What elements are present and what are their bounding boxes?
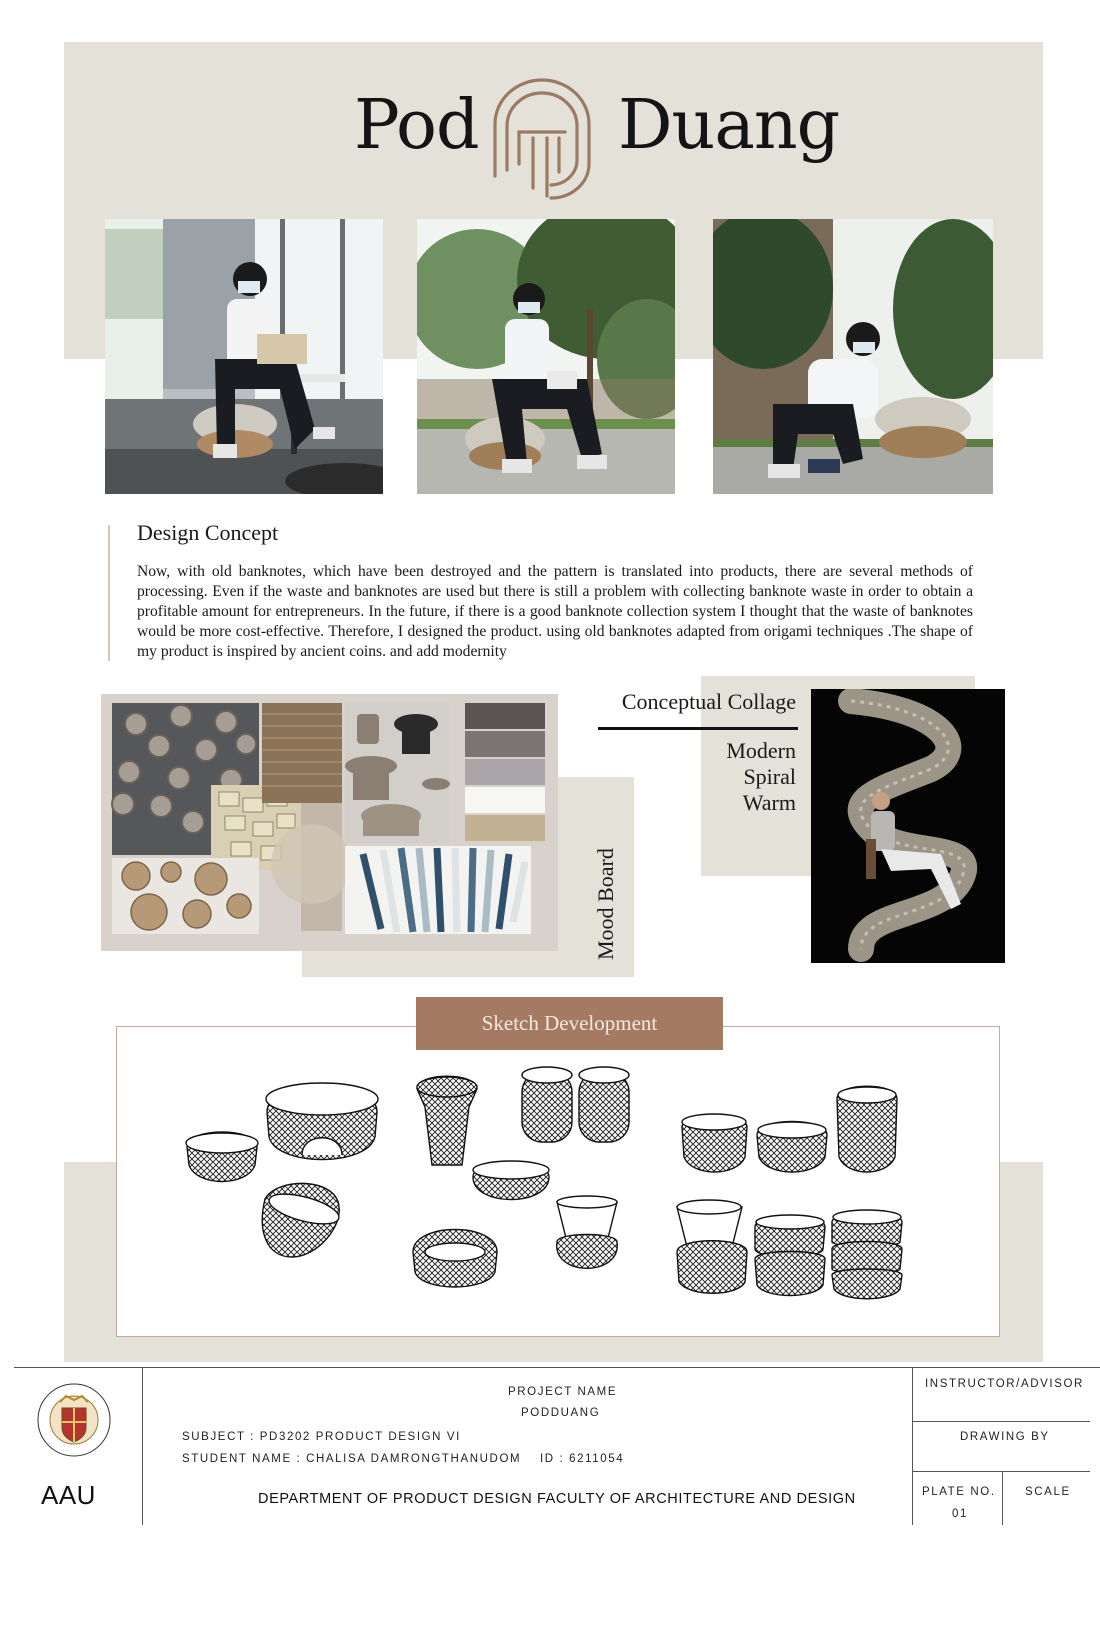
department-text: DEPARTMENT OF PRODUCT DESIGN FACULTY OF ARCHITECTURE AND DESIGN <box>258 1491 856 1507</box>
instructor-advisor-label: INSTRUCTOR/ADVISOR <box>925 1378 1084 1390</box>
sketch-frame <box>116 1026 1000 1337</box>
concept-accent-bar <box>108 525 110 661</box>
photo-outdoor-reading <box>417 219 675 494</box>
color-swatch <box>465 703 545 729</box>
scale-label: SCALE <box>1025 1486 1071 1498</box>
footer-divider-left <box>142 1367 143 1525</box>
plate-no-label: PLATE NO. <box>922 1486 996 1498</box>
keyword-warm: Warm <box>742 790 796 815</box>
color-swatch <box>465 787 545 813</box>
color-swatch <box>465 731 545 757</box>
color-swatch <box>465 759 545 785</box>
footer-divider-scale <box>1002 1471 1003 1525</box>
concept-title: Design Concept <box>137 520 279 545</box>
title-pod: Pod <box>354 86 479 165</box>
footer-rule-advisor <box>912 1421 1090 1422</box>
sketch-development-title: Sketch Development <box>416 997 723 1050</box>
photo-indoor-reading <box>105 219 383 494</box>
plate-no-value: 01 <box>952 1508 968 1520</box>
collage-keywords <box>650 738 796 816</box>
title-duang: Duang <box>618 86 840 165</box>
collage-image <box>811 689 1005 963</box>
project-name-label: PROJECT NAME <box>508 1386 618 1398</box>
concept-body: Now, with old banknotes, which have been destroyed and the pattern is translated into products, there are several methods of processing. Even if the waste and banknotes are used but there is still a problem with collecting banknote waste in order to obtain a profitable amount for entrepreneurs. In the future, if there is a good banknote collection system I thought that the waste of banknotes would be more cost-effective. Therefore, I designed the product. using old banknotes adapted from origami techniques .The shape of my product is inspired by ancient coins. and add modernity <box>137 563 973 660</box>
student-name-text: STUDENT NAME : CHALISA DAMRONGTHANUDOM <box>182 1453 522 1465</box>
subject-text: SUBJECT : PD3202 PRODUCT DESIGN VI <box>182 1431 461 1443</box>
footer-rule-drawing <box>912 1471 1090 1472</box>
university-seal-icon <box>36 1382 112 1458</box>
pod-duang-logo-icon <box>487 76 597 200</box>
mood-board-label: Mood Board <box>593 848 618 960</box>
keyword-modern: Modern <box>726 738 796 763</box>
university-short-name: AAU <box>41 1480 96 1510</box>
collage-rule <box>598 727 798 730</box>
keyword-spiral: Spiral <box>743 764 796 789</box>
project-name-value: PODDUANG <box>521 1407 601 1419</box>
footer-divider-right <box>912 1367 913 1525</box>
student-id-text: ID : 6211054 <box>540 1453 625 1465</box>
collage-title: Conceptual Collage <box>621 689 796 714</box>
footer-top-rule <box>14 1367 1100 1368</box>
drawing-by-label: DRAWING BY <box>960 1431 1050 1443</box>
photo-outdoor-crouching <box>713 219 993 494</box>
color-swatch <box>465 815 545 841</box>
